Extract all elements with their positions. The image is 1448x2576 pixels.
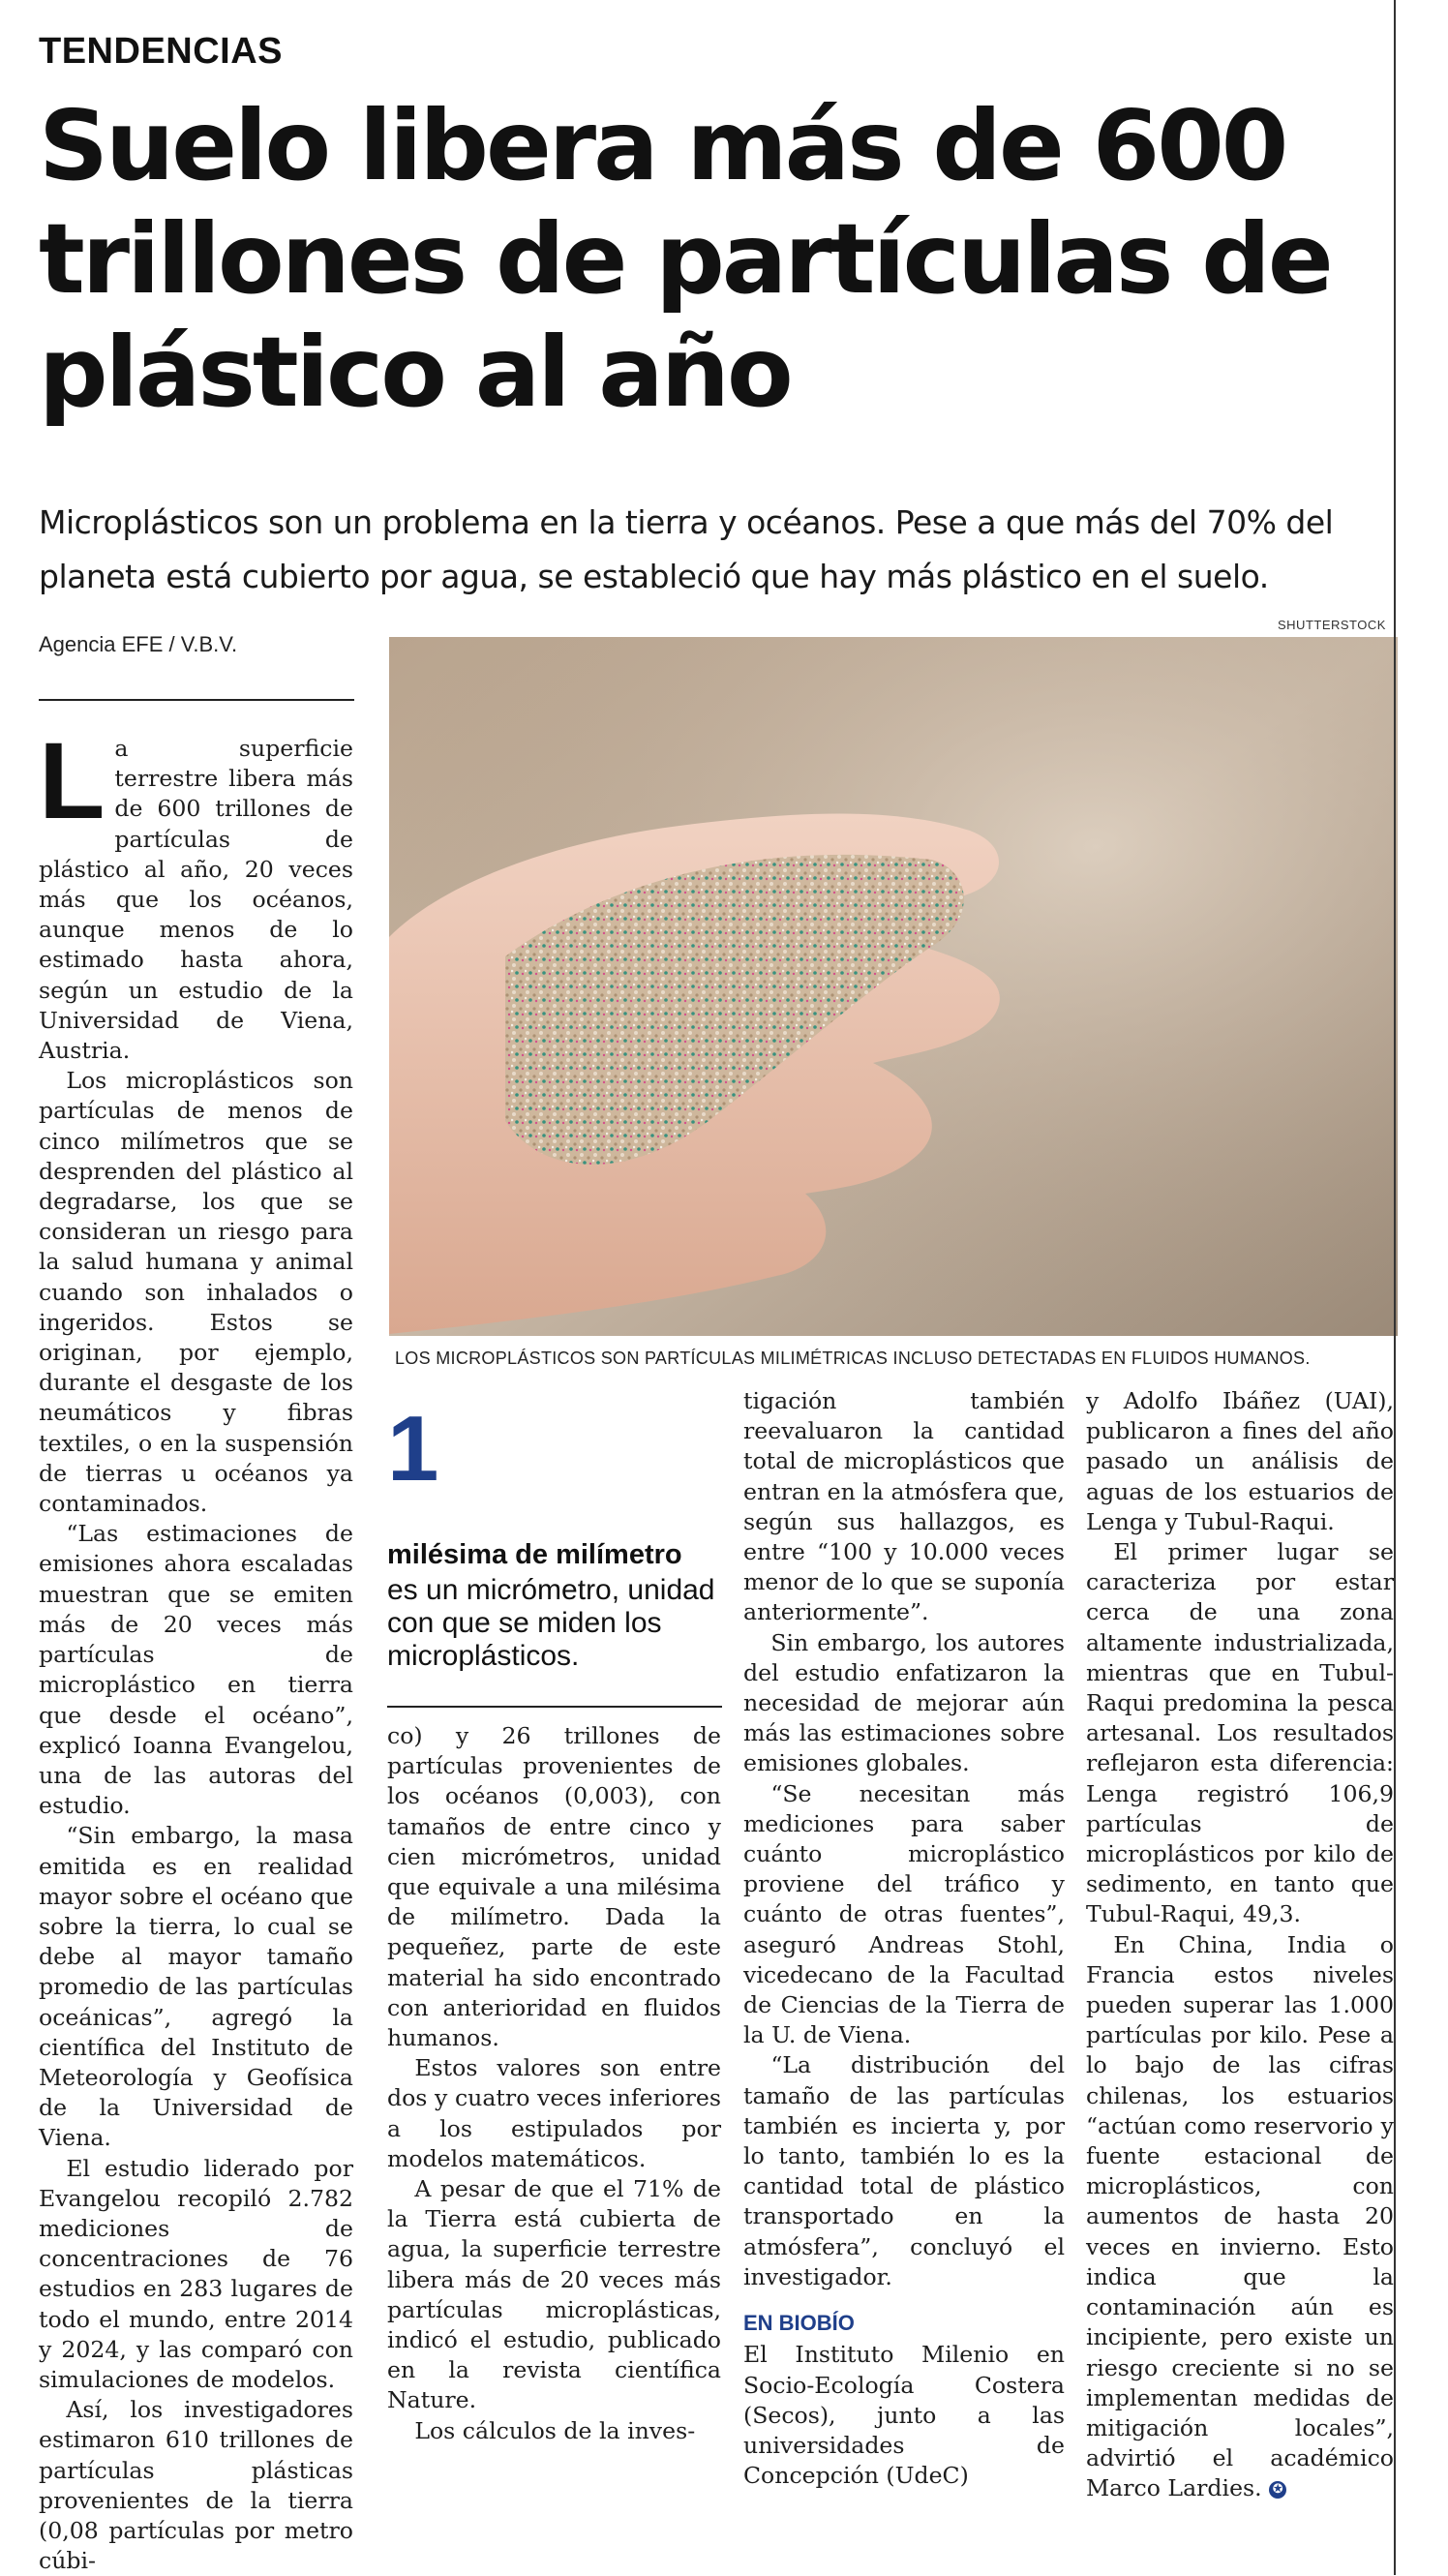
paragraph: “Sin embargo, la masa emitida es en realidad mayor sobre el océano que sobre la tierra, lo cual se debe al mayor tamaño promedio de las partículas oceánicas”, agregó la científica del Instituto de Meteorología y Geofísica de la Universidad de Viena. <box>39 1822 353 2152</box>
paragraph-1: La superficie terrestre libera más de 600 trillones de partículas de plástico al año, 20 veces más que los océanos, aunque menos de lo estimado hasta ahora, según un estudio de la Universidad de Viena, Austria. <box>39 720 353 1065</box>
column-2 <box>387 1721 721 2446</box>
section-label: TENDENCIAS <box>39 31 284 72</box>
drop-cap: L <box>39 720 106 841</box>
subhead-biobio: EN BIOBÍO <box>743 2311 855 2336</box>
fact-bold: milésima de milímetro <box>387 1539 682 1570</box>
paragraph: El estudio liderado por Evangelou recopiló 2.782 mediciones de concentraciones de 76 estudios en 283 lugares de todo el mundo, entre 2014 y 2024, y las comparó con simulaciones de modelos. <box>39 2154 353 2393</box>
end-mark-icon: ✪ <box>1269 2481 1286 2499</box>
headline: Suelo libera más de 600 trillones de partículas de plástico al año <box>39 89 1331 429</box>
paragraph: co) y 26 trillones de partículas provenientes de los océanos (0,003), con tamaños de entre cinco y cien micrómetros, unidad que equivale a una milésima de milímetro. Dada la pequeñez, parte de este material ha sido encontrado con anterioridad en fluidos humanos. <box>387 1722 721 2052</box>
paragraph: En China, India o Francia estos niveles pueden superar las 1.000 partículas por kilo. Pese a lo bajo de las cifras chilenas, los estuarios “actúan como reservorio y fuente estacional de microplásticos, con aumentos de hasta 20 veces en invierno. Esto indica que la contaminación aún es incipiente, pero existe un riesgo creciente si no se implementan medidas de mitigación locales”, advirtió el académico Marco Lardies. ✪ <box>1086 1930 1394 2502</box>
paragraph: “Las estimaciones de emisiones ahora escaladas muestran que se emiten más de 20 veces más partículas de microplástico en tierra que desde el océano”, explicó Ioanna Evangelou, una de las autoras del estudio. <box>39 1520 353 1820</box>
photo-credit: SHUTTERSTOCK <box>1278 618 1386 632</box>
photo-caption: LOS MICROPLÁSTICOS SON PARTÍCULAS MILIMÉTRICAS INCLUSO DETECTADAS EN FLUIDOS HUMANOS. <box>395 1349 1311 1368</box>
paragraph: A pesar de que el 71% de la Tierra está cubierta de agua, la superficie terrestre libera más de 20 veces más partículas microplásticas, indicó el estudio, publicado en la revista científica Nature. <box>387 2175 721 2414</box>
column-3 <box>743 1386 1065 2491</box>
page-edge-rule <box>1394 0 1396 2575</box>
paragraph: Estos valores son entre dos y cuatro veces inferiores a los estipulados por modelos matemáticos. <box>387 2054 721 2172</box>
paragraph: Así, los investigadores estimaron 610 trillones de partículas plásticas provenientes de la tierra (0,08 partículas por metro cúbi- <box>39 2396 353 2575</box>
fact-number: 1 <box>387 1397 439 1500</box>
paragraph: y Adolfo Ibáñez (UAI), publicaron a fines del año pasado un análisis de aguas de los estuarios de Lenga y Tubul-Raqui. <box>1086 1387 1394 1535</box>
byline-rule <box>39 699 354 701</box>
fact-rule <box>387 1706 722 1708</box>
paragraph: El Instituto Milenio en Socio-Ecología Costera (Secos), junto a las universidades de Concepción (UdeC) <box>743 2341 1065 2490</box>
column-4 <box>1086 1386 1394 2504</box>
paragraph: tigación también reevaluaron la cantidad total de microplásticos que entran en la atmósfera que, según sus hallazgos, es entre “100 y 10.000 veces menor de lo que se suponía anteriormente”. <box>743 1387 1065 1626</box>
paragraph: Sin embargo, los autores del estudio enfatizaron la necesidad de mejorar aún más las estimaciones sobre emisiones globales. <box>743 1628 1065 1777</box>
photo-microplastics-hand <box>389 637 1398 1336</box>
paragraph: Los microplásticos son partículas de menos de cinco milímetros que se desprenden del plástico al degradarse, los que se consideran un riesgo para la salud humana y animal cuando son inhalados o ingeridos. Estos se originan, por ejemplo, durante el desgaste de los neumáticos y fibras textiles, o en la suspensión de tierras u océanos ya contaminados. <box>39 1067 353 1518</box>
paragraph: “Se necesitan más mediciones para saber cuánto microplástico proviene del tráfico y cuánto de otras fuentes”, aseguró Andreas Stohl, vicedecano de la Facultad de Ciencias de la Tierra de la U. de Viena. <box>743 1779 1065 2049</box>
byline: Agencia EFE / V.B.V. <box>39 632 238 656</box>
column-1 <box>39 720 353 2576</box>
paragraph: El primer lugar se caracteriza por estar cerca de una zona altamente industrializada, mientras que en Tubul-Raqui predomina la pesca artesanal. Los resultados reflejaron esta diferencia: Lenga registró 106,9 partículas de microplásticos por kilo de sedimento, en tanto que Tubul-Raqui, 49,3. <box>1086 1538 1394 1928</box>
deck: Microplásticos son un problema en la tierra y océanos. Pese a que más del 70% del planeta está cubierto por agua, se estableció que hay más plástico en el suelo. <box>39 503 1334 595</box>
fact-text: es un micrómetro, unidad con que se miden los microplásticos. <box>387 1574 715 1672</box>
paragraph: Los cálculos de la inves- <box>414 2416 696 2444</box>
paragraph: “La distribución del tamaño de las partículas también es incierta y, por lo tanto, también lo es la cantidad total de plástico transportado en la atmósfera”, concluyó el investigador. <box>743 2051 1065 2290</box>
